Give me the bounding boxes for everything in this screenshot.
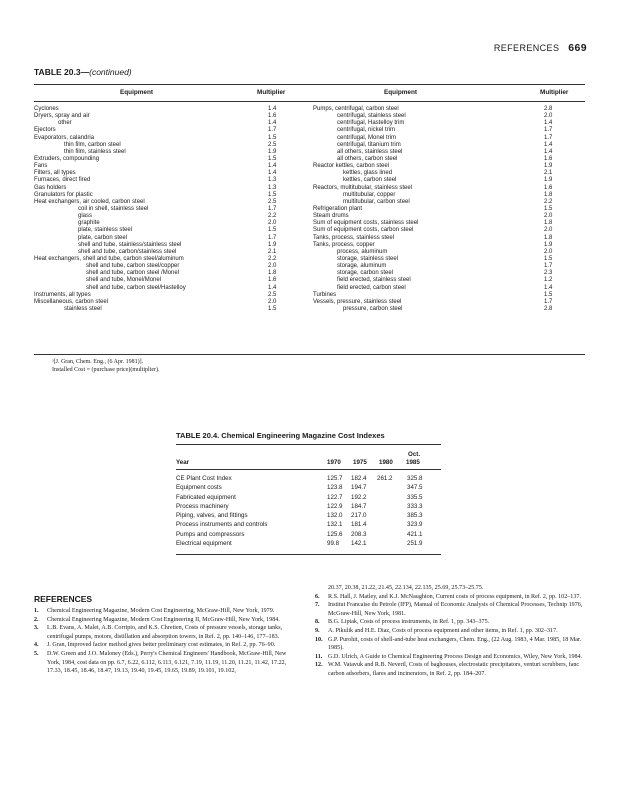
multiplier-value: 1.5 [268, 227, 277, 234]
index-value-1970: 123.8 [327, 484, 343, 492]
reference-number: 4. [34, 642, 39, 649]
index-value-1975: 217.0 [351, 512, 367, 520]
table-row [34, 170, 284, 177]
equipment-name: coil in shell, stainless steel [78, 205, 149, 212]
table-row [34, 149, 284, 156]
table-row [34, 227, 284, 234]
reference-text: B.G. Liptak, Costs of process instruments, in Ref. 1, pp. 343–375. [328, 619, 490, 626]
multiplier-value: 1.4 [268, 120, 277, 127]
reference-item [315, 653, 585, 662]
multiplier-value: 1.4 [268, 106, 277, 112]
reference-item [34, 641, 296, 650]
equipment-name: all others, carbon steel [337, 155, 398, 162]
equipment-name: plate, stainless steel [78, 227, 133, 234]
equipment-name: Sum of equipment costs, stainless steel [313, 220, 419, 227]
table-row [313, 299, 585, 306]
index-value-1985: 385.3 [407, 512, 423, 520]
reference-item [315, 618, 585, 627]
equipment-name: Extruders, compounding [34, 155, 100, 162]
equipment-name: shell and tube, carbon steel/copper [86, 263, 180, 270]
equipment-name: glass [78, 213, 93, 220]
equipment-name: Dryers, spray and air [34, 113, 90, 120]
table-row [34, 249, 284, 256]
table-row [34, 163, 284, 170]
table-row [313, 127, 585, 134]
table-row [313, 163, 585, 170]
multiplier-value: 1.3 [268, 177, 277, 184]
reference-text: W.M. Vatavuk and R.B. Neveril, Costs of baghouses, electrostatic precipitators, venturi scrubbers, fanc carbon adsorbers, flares and incinerators, in Ref. 2, pp. 184–207. [328, 662, 580, 677]
table-row [313, 213, 585, 220]
reference-text: A. Pikulik and H.E. Diaz, Costs of process equipment and other items, in Ref. 1, pp. 302–317. [328, 627, 558, 634]
reference-text: L.B. Evans, A. Malet, A.B. Corripio, and K.S. Chretien, Costs of pressure vessels, storage tanks, centrifugal pumps, motors, distillation and absorption towers, in Ref. 2, pp. 140–146, 177–183. [47, 625, 283, 640]
multiplier-value: 1.8 [268, 270, 277, 277]
col-header-equipment-right: Equipment [384, 89, 418, 96]
equipment-name: storage, carbon steel [337, 270, 394, 277]
table-row [34, 185, 284, 192]
table-row [313, 277, 585, 284]
multiplier-value: 1.5 [268, 191, 277, 198]
footnote-source: ᵃ[J. Gran, Chem. Eng., (6 Apr. 1981)]. [52, 359, 144, 365]
table-20-3-title: TABLE 20.3—(continued) [34, 67, 132, 77]
index-value-1970: 132.1 [327, 521, 343, 529]
reference-number: 11. [315, 653, 323, 660]
table-row [34, 177, 284, 184]
table-row [34, 206, 284, 213]
index-label: Electrical equipment [176, 540, 232, 548]
reference-5-continued: 20.37, 20.38, 21.22, 21.45, 22.134, 22.135, 25.69, 25.73–25.75. [328, 585, 484, 591]
multiplier-value: 2.0 [544, 113, 553, 120]
equipment-name: shell and tube, carbon steel /Monel [86, 270, 180, 277]
multiplier-value: 1.4 [268, 284, 277, 291]
reference-text: R.S. Hall, J. Matley, and K.J. McNaughton, Current costs of process equipment, in Ref. 2, pp. 102–137. [328, 593, 581, 600]
multiplier-value: 2.0 [268, 220, 277, 227]
table-row [34, 263, 284, 270]
equipment-name: centrifugal, stainless steel [337, 113, 406, 120]
multiplier-value: 1.6 [544, 184, 553, 191]
index-value-1975: 194.7 [351, 484, 367, 492]
page-number: 669 [568, 42, 587, 54]
multiplier-value: 1.8 [544, 234, 553, 241]
multiplier-value: 2.5 [268, 141, 277, 148]
table-row [34, 127, 284, 134]
table-row [313, 306, 585, 313]
table-row [34, 292, 284, 299]
equipment-name: Reactors, multitubular, stainless steel [313, 184, 413, 191]
equipment-name: kettles, glass lined [343, 170, 393, 177]
reference-item [34, 624, 296, 641]
table-row [34, 242, 284, 249]
index-label: CE Plant Cost Index [176, 475, 232, 482]
multiplier-value: 1.9 [544, 177, 553, 184]
equipment-name: Pumps, centrifugal, carbon steel [313, 106, 399, 112]
table-row [313, 235, 585, 242]
reference-number: 9. [315, 627, 320, 634]
index-value-1985: 325.8 [407, 475, 423, 482]
equipment-name: field erected, carbon steel [337, 284, 406, 291]
table-row [34, 142, 284, 149]
equipment-name: Filters, all types [34, 170, 76, 177]
table-row [313, 170, 585, 177]
reference-text: Chemical Engineering Magazine, Modern Cost Engineering II, McGraw-Hill, New York, 1984. [47, 616, 280, 623]
col-header-year: Year [176, 459, 190, 466]
equipment-name: multitubular, copper [343, 191, 396, 198]
reference-number: 1. [34, 608, 39, 614]
multiplier-value: 1.5 [544, 205, 553, 212]
multiplier-value: 1.5 [268, 134, 277, 141]
table-row [34, 256, 284, 263]
multiplier-value: 2.2 [268, 255, 277, 262]
reference-number: 6. [315, 593, 320, 600]
table-row [34, 120, 284, 127]
table-row [34, 192, 284, 199]
index-value-1970: 122.9 [327, 502, 343, 510]
table-20-3-header-row [34, 85, 585, 101]
multiplier-value: 1.6 [268, 277, 277, 284]
equipment-name: stainless steel [64, 305, 102, 312]
equipment-name: multitubular, carbon steel [343, 198, 410, 205]
table-row [34, 199, 284, 206]
multiplier-value: 1.7 [268, 127, 277, 134]
table-row [34, 277, 284, 284]
equipment-name: Steam drums [313, 213, 349, 220]
equipment-name: Granulators for plastic [34, 191, 93, 198]
equipment-name: shell and tube, Monel/Monel [86, 277, 162, 284]
equipment-name: Miscellaneous, carbon steel [34, 298, 109, 305]
index-value-1975: 184.7 [351, 502, 367, 510]
table-row [313, 106, 585, 113]
index-label: Equipment costs [176, 484, 222, 492]
multiplier-value: 2.0 [544, 213, 553, 220]
table-20-3-title-cont: (continued) [89, 67, 132, 77]
reference-item [34, 616, 296, 625]
index-label: Piping, valves, and fittings [176, 512, 248, 520]
index-label: Fabricated equipment [176, 493, 236, 501]
reference-item [34, 607, 296, 616]
table-row [176, 494, 441, 503]
reference-text: G.P. Purohit, costs of shell-and-tube heat exchangers, Chem. Eng., (22 Aug. 1983, 4 Mar. 1985, 18 Mar. 1985). [328, 636, 582, 652]
index-value-1970: 99.8 [327, 540, 340, 548]
reference-text: Chemical Engineering Magazine, Modern Cost Engineering, McGraw-Hill, New York, 1979. [47, 608, 275, 614]
multiplier-value: 2.2 [268, 213, 277, 220]
reference-item [315, 661, 585, 678]
multiplier-value: 2.1 [544, 170, 553, 177]
equipment-name: Instruments, all types [34, 291, 91, 298]
multiplier-value: 2.8 [544, 305, 553, 312]
reference-number: 2. [34, 616, 39, 623]
index-value-1980: 261.2 [377, 475, 393, 482]
table-row [313, 285, 585, 292]
reference-text: D.W. Green and J.O. Maloney (Eds.), Perry's Chemical Engineers' Handbook, McGraw-Hill, New York, 1984, cost data on pp. 6.7, 6.22, 6.112, 6.113, 6.121, 7.19, 11.19, 11.20, 11.21, 11.42, 17.22, 17.33, 18.45, 18.46, 18.47, 19.13, 19.40, 19.45, 19.65, 19.89, 19.101, 19.102, [47, 650, 287, 675]
equipment-name: plate, carbon steel [78, 234, 128, 241]
reference-item [315, 627, 585, 636]
index-value-1975: 181.4 [351, 521, 367, 529]
multiplier-value: 1.7 [544, 127, 553, 134]
table-row [34, 299, 284, 306]
table-20-4-title: TABLE 20.4. Chemical Engineering Magazine Cost Indexes [176, 431, 385, 440]
equipment-name: shell and tube, carbon steel/Hastelloy [86, 284, 186, 291]
multiplier-value: 1.5 [268, 305, 277, 312]
multiplier-value: 2.1 [268, 248, 277, 255]
index-value-1975: 142.1 [351, 540, 367, 548]
equipment-name: centrifugal, Hastelloy trim [337, 120, 405, 127]
table-row [313, 206, 585, 213]
reference-text: J. Gran, Improved factor method gives better preliminary cost estimates, in Ref. 2, pp. 76–90. [47, 642, 276, 649]
multiplier-value: 1.9 [544, 163, 553, 170]
index-value-1970: 125.7 [327, 475, 343, 482]
table-row [313, 177, 585, 184]
multiplier-value: 2.5 [268, 198, 277, 205]
table-row [313, 149, 585, 156]
reference-number: 7. [315, 602, 320, 609]
index-label: Pumps and compressors [176, 530, 245, 538]
col-header-1985: 1985 [406, 459, 420, 466]
index-value-1975: 182.4 [351, 475, 367, 482]
reference-number: 5. [34, 650, 39, 657]
multiplier-value: 1.9 [268, 148, 277, 155]
multiplier-value: 2.0 [544, 227, 553, 234]
table-row [34, 306, 284, 313]
equipment-name: Fans [34, 163, 48, 170]
multiplier-value: 1.7 [268, 234, 277, 241]
table-20-4 [176, 444, 441, 555]
multiplier-value: 1.5 [544, 291, 553, 298]
equipment-name: Cyclones [34, 106, 59, 112]
index-value-1985: 333.3 [407, 502, 423, 510]
equipment-name: Reactor kettles, carbon steel [313, 163, 390, 170]
table-row [34, 213, 284, 220]
reference-number: 8. [315, 619, 320, 626]
equipment-name: Tanks, process, copper [313, 241, 375, 248]
multiplier-value: 2.2 [544, 198, 553, 205]
table-row [313, 156, 585, 163]
equipment-name: storage, aluminum [337, 263, 387, 270]
running-header [494, 42, 587, 54]
multiplier-value: 1.4 [268, 163, 277, 170]
equipment-name: other [58, 120, 72, 127]
multiplier-value: 1.7 [268, 205, 277, 212]
table-row [313, 256, 585, 263]
equipment-name: thin film, stainless steel [64, 148, 126, 155]
table-row [313, 242, 585, 249]
table-20-3-footnotes [52, 358, 160, 374]
equipment-name: Evaporators, calandria [34, 134, 95, 141]
reference-text: Institut Francaise du Petrole (IFP), Manual of Economic Analysis of Chemical Processes, Technip 1976, McGraw-Hill, New York, 1981. [328, 602, 583, 617]
multiplier-value: 1.9 [544, 241, 553, 248]
col-header-equipment-left: Equipment [120, 89, 154, 96]
equipment-name: storage, stainless steel [337, 255, 399, 262]
reference-number: 12. [315, 662, 323, 669]
equipment-name: Vessels, pressure, stainless steel [313, 298, 402, 305]
equipment-name: Heat exchangers, air cooled, carbon steel [34, 198, 145, 205]
equipment-name: Ejectors [34, 127, 56, 134]
equipment-name: Gas holders [34, 184, 67, 191]
table-row [176, 531, 441, 540]
col-header-oct: Oct. [408, 451, 421, 458]
table-20-4-header-row [176, 445, 441, 469]
multiplier-value: 1.7 [544, 134, 553, 141]
col-header-1970: 1970 [327, 459, 341, 466]
table-row [313, 220, 585, 227]
multiplier-value: 1.3 [268, 184, 277, 191]
equipment-name: Furnaces, direct fired [34, 177, 91, 184]
col-header-1980: 1980 [379, 459, 393, 466]
running-header-section: REFERENCES [493, 43, 560, 53]
multiplier-value: 1.5 [268, 155, 277, 162]
table-row [176, 503, 441, 512]
reference-item [34, 650, 296, 676]
multiplier-value: 1.4 [544, 120, 553, 127]
multiplier-value: 1.9 [268, 241, 277, 248]
reference-item [315, 593, 585, 602]
index-value-1970: 122.7 [327, 493, 343, 501]
col-header-1975: 1975 [353, 459, 367, 466]
table-row [176, 475, 441, 484]
equipment-name: all others, stainless steel [337, 148, 403, 155]
equipment-name: centrifugal, Monel trim [337, 134, 397, 141]
table-row [34, 220, 284, 227]
table-row [313, 113, 585, 120]
index-value-1970: 125.6 [327, 530, 343, 538]
table-row [176, 512, 441, 521]
index-value-1975: 192.2 [351, 493, 367, 501]
table-row [34, 113, 284, 120]
reference-number: 3. [34, 625, 39, 632]
multiplier-value: 1.7 [544, 298, 553, 305]
col-header-multiplier-left: Multiplier [257, 89, 286, 96]
equipment-name: shell and tube, carbon/stainless steel [78, 248, 177, 255]
multiplier-value: 1.6 [268, 113, 277, 120]
table-row [313, 199, 585, 206]
table-row [34, 135, 284, 142]
references-right-column [315, 584, 585, 679]
table-row [313, 192, 585, 199]
multiplier-value: 1.7 [544, 263, 553, 270]
table-row [34, 156, 284, 163]
multiplier-value: 2.3 [544, 270, 553, 277]
equipment-name: Refrigeration plant [313, 205, 363, 212]
references-left-column [34, 607, 296, 676]
table-row [313, 185, 585, 192]
equipment-name: kettles, carbon steel [343, 177, 397, 184]
index-value-1975: 208.3 [351, 530, 367, 538]
multiplier-value: 1.4 [544, 141, 553, 148]
multiplier-value: 1.5 [544, 255, 553, 262]
references-heading: REFERENCES [34, 594, 93, 604]
index-label: Process instruments and controls [176, 521, 268, 529]
multiplier-value: 1.8 [544, 220, 553, 227]
table-row [313, 249, 585, 256]
multiplier-value: 2.0 [268, 263, 277, 270]
index-label: Process machinery [176, 502, 229, 510]
multiplier-value: 1.8 [544, 191, 553, 198]
table-row [34, 270, 284, 277]
equipment-name: pressure, carbon steel [343, 305, 403, 312]
multiplier-value: 2.8 [544, 106, 553, 112]
table-20-3-right-column [313, 106, 585, 313]
multiplier-value: 2.0 [544, 248, 553, 255]
table-20-4-body [176, 475, 441, 549]
equipment-name: Turbines [313, 291, 337, 298]
table-row [313, 270, 585, 277]
reference-number: 10. [315, 636, 323, 643]
equipment-name: Sum of equipment costs, carbon steel [313, 227, 414, 234]
multiplier-value: 1.4 [268, 170, 277, 177]
table-row [34, 235, 284, 242]
index-value-1985: 251.9 [407, 540, 423, 548]
col-header-multiplier-right: Multiplier [540, 89, 569, 96]
index-value-1985: 323.9 [407, 521, 423, 529]
equipment-name: graphite [78, 220, 100, 227]
multiplier-value: 2.5 [268, 291, 277, 298]
table-row [313, 135, 585, 142]
index-value-1985: 347.5 [407, 484, 423, 492]
equipment-name: field erected, stainless steel [337, 277, 411, 284]
equipment-name: thin film, carbon steel [64, 141, 121, 148]
table-20-3 [34, 84, 585, 362]
reference-text: G.D. Ulrich, A Guide to Chemical Engineering Process Design and Economics, Wiley, New York, 1984. [328, 653, 583, 660]
multiplier-value: 1.6 [544, 155, 553, 162]
multiplier-value: 2.0 [268, 298, 277, 305]
reference-item [315, 636, 585, 653]
table-row [34, 106, 284, 113]
table-row [313, 263, 585, 270]
table-row [176, 521, 441, 530]
table-row [34, 285, 284, 292]
equipment-name: centrifugal, titanium trim [337, 141, 401, 148]
equipment-name: Heat exchangers, shell and tube, carbon steel/aluminum [34, 255, 184, 262]
index-value-1985: 421.1 [407, 530, 423, 538]
table-20-3-title-main: TABLE 20.3 [34, 67, 81, 77]
table-20-3-left-column [34, 106, 284, 313]
multiplier-value: 1.4 [544, 148, 553, 155]
footnote-formula: Installed Cost = (purchase price)(multiplier). [52, 367, 160, 373]
table-row [313, 292, 585, 299]
reference-item [315, 601, 585, 618]
equipment-name: shell and tube, stainless/stainless steel [78, 241, 182, 248]
index-value-1985: 335.5 [407, 493, 423, 501]
equipment-name: Tanks, process, stainless steel [313, 234, 395, 241]
table-row [313, 120, 585, 127]
equipment-name: centrifugal, nickel trim [337, 127, 396, 134]
table-row [313, 142, 585, 149]
table-row [176, 484, 441, 493]
multiplier-value: 1.2 [544, 277, 553, 284]
equipment-name: process, aluminum [337, 248, 388, 255]
table-row [176, 540, 441, 549]
table-row [313, 227, 585, 234]
multiplier-value: 1.4 [544, 284, 553, 291]
index-value-1970: 132.0 [327, 512, 343, 520]
